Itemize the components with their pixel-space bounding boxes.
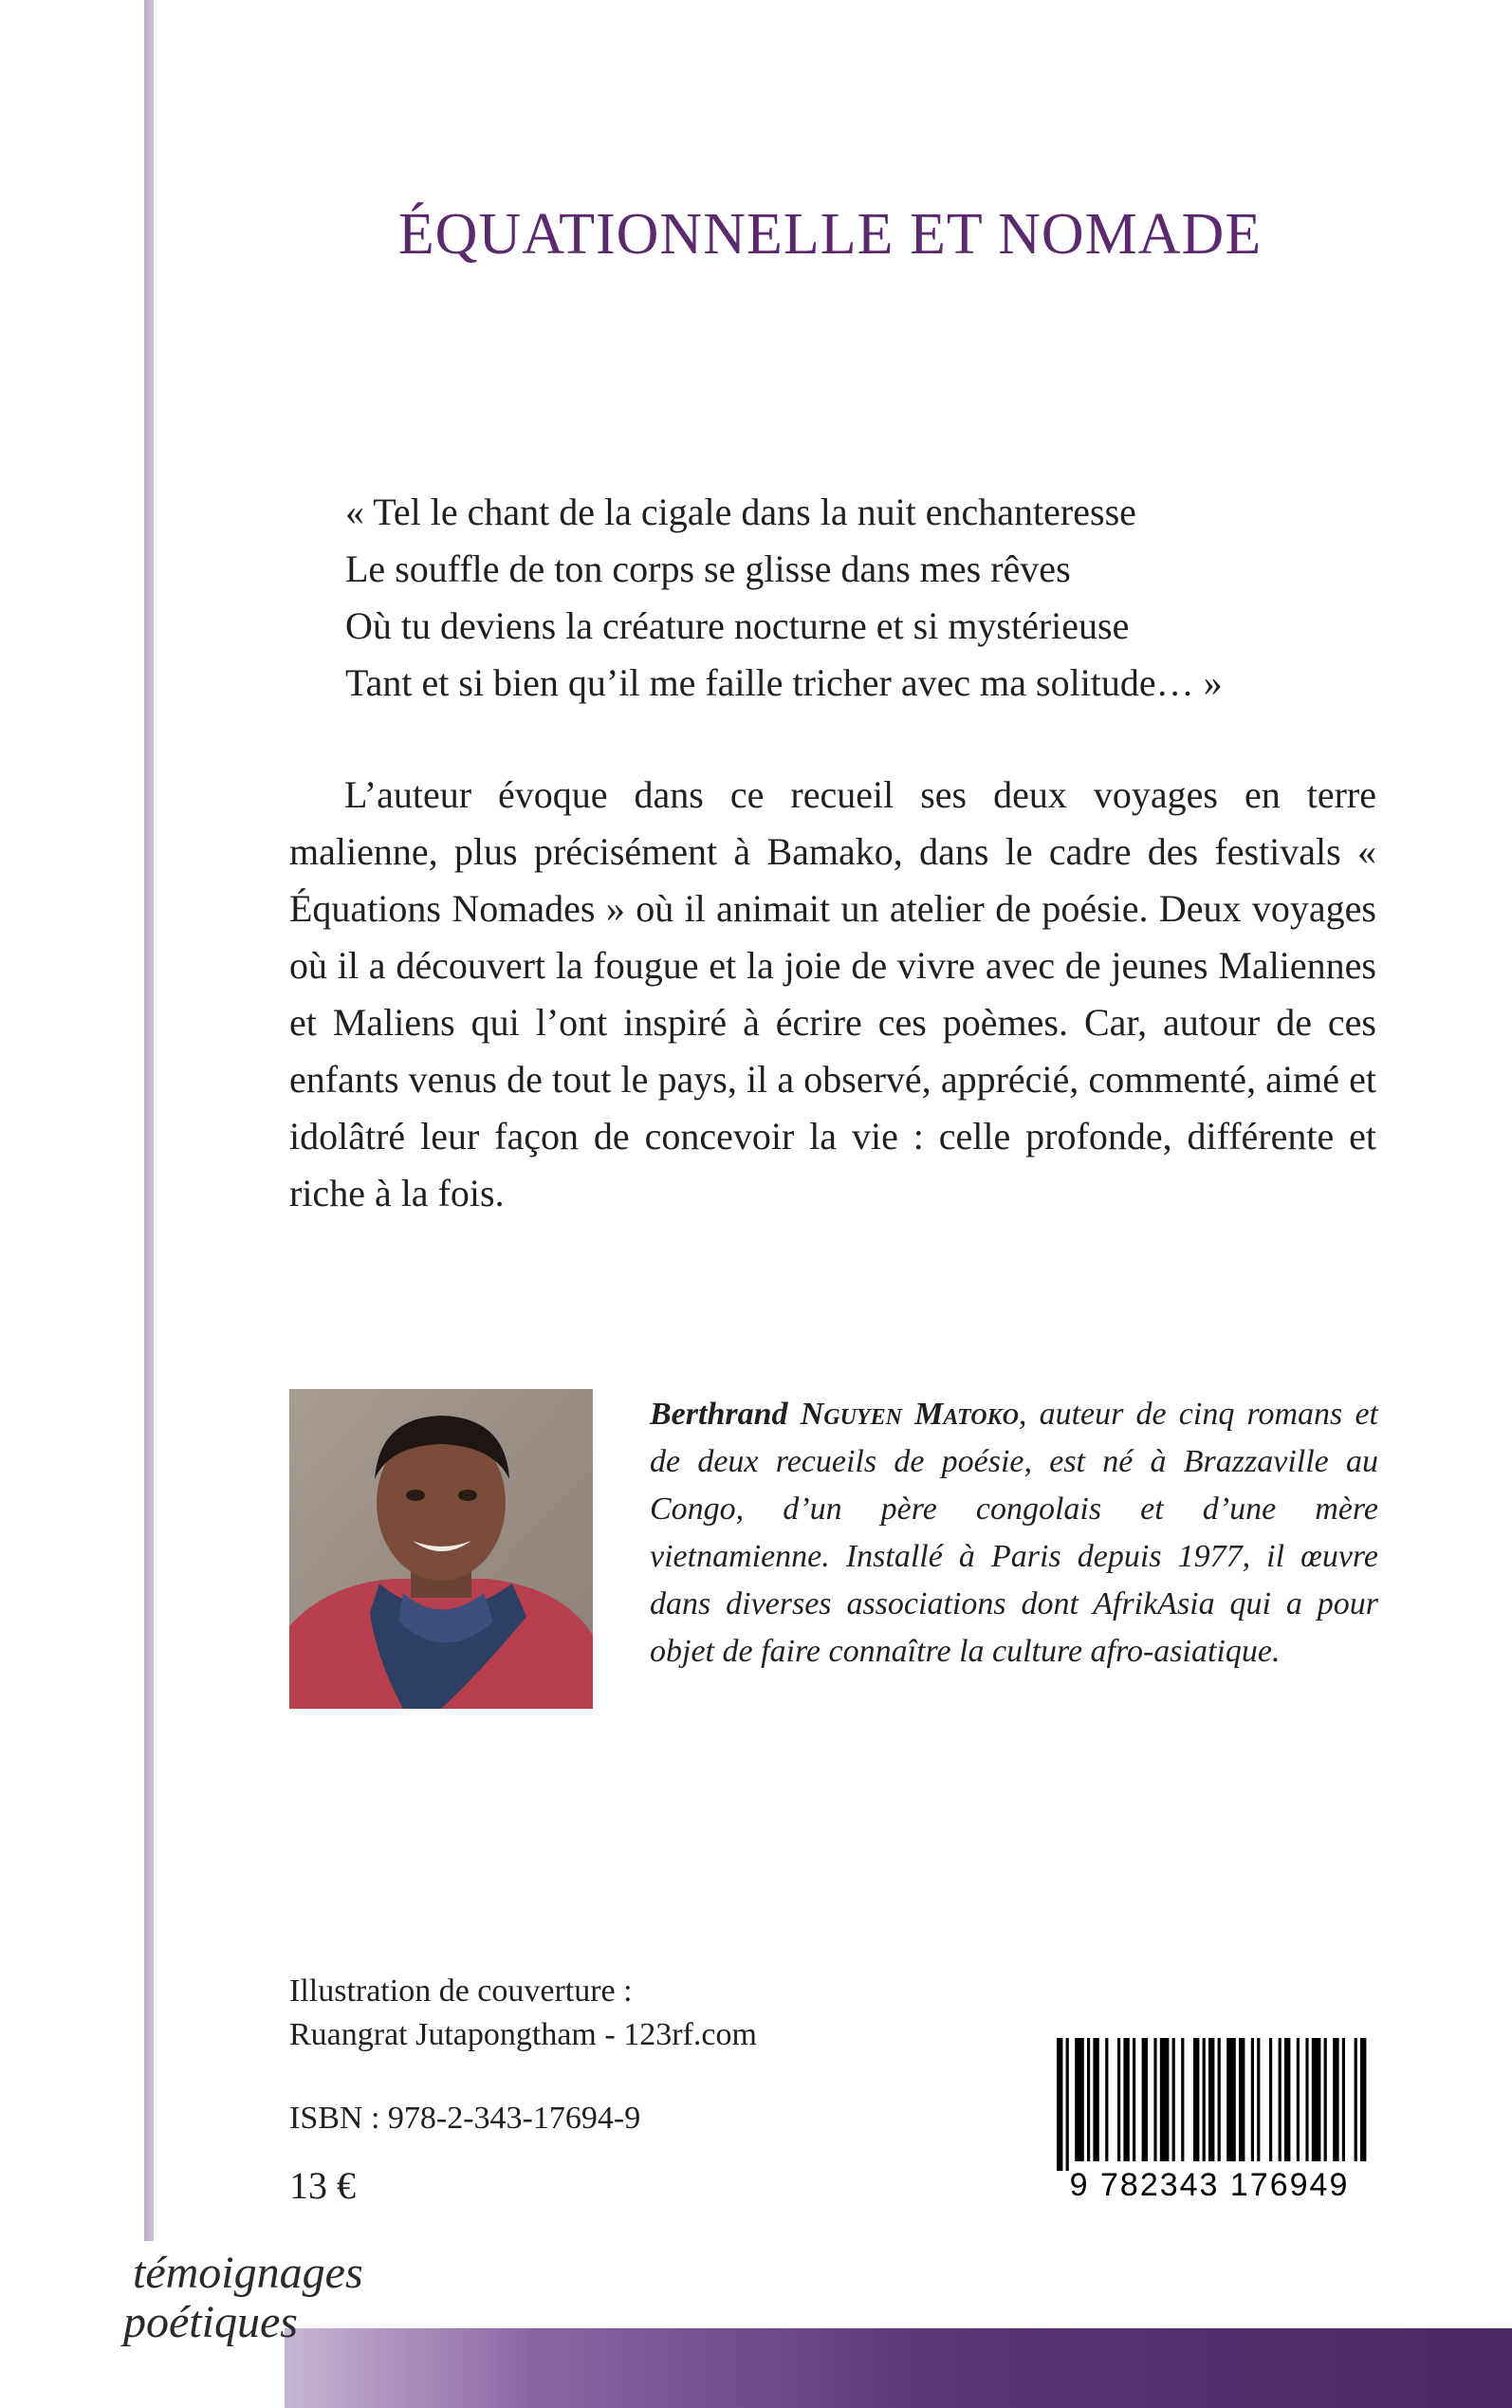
barcode-bar [1269,2038,1272,2161]
barcode-bar [1133,2038,1135,2161]
barcode-bar [1297,2038,1300,2161]
barcode-bar [1239,2038,1245,2161]
barcode-bar [1087,2038,1090,2161]
barcode-bar [1123,2038,1129,2161]
author-photo [289,1389,593,1709]
barcode-bar [1203,2038,1206,2161]
barcode-bar [1172,2038,1175,2161]
side-rule [144,0,154,2241]
poem-excerpt [345,484,1408,712]
barcode-bar [1066,2038,1069,2171]
isbn: ISBN : 978-2-343-17694-9 [289,2101,641,2136]
barcode-bar [1355,2038,1357,2161]
book-blurb: L’auteur évoque dans ce recueil ses deux voyages en terre malienne, plus précisément à Bamako, dans le cadre des festivals « Équations Nomades » où il animait un atelier de poésie. Deux voyages où il a découvert la fougue et la joie de vivre avec de jeunes Maliennes et Maliens qui l’ont inspiré à écrire ces poèmes. Car, autour de ces enfants venus de tout le pays, il a observé, apprécié, commenté, aimé et idolâtré leur façon de concevoir la vie : celle profonde, différente et riche à la fois. [289,773,1376,1214]
book-title: ÉQUATIONNELLE ET NOMADE [397,202,1263,267]
barcode-bar [1218,2038,1221,2161]
barcode-bar [1305,2038,1308,2161]
barcode-bar [1153,2038,1156,2161]
barcode-bar [1057,2038,1062,2171]
barcode-bar [1075,2038,1084,2161]
barcode-bar [1342,2038,1345,2161]
poem-line: Où tu deviens la créature nocturne et si mystérieuse [345,604,1130,647]
barcode-bar [1284,2038,1290,2161]
author-first-name: Berthrand [650,1397,788,1432]
barcode-bar [1160,2038,1170,2161]
barcode-bar [1251,2038,1254,2161]
cover-credits [289,1970,757,2057]
barcode-bar [1279,2038,1282,2161]
barcode-bar [1360,2038,1366,2161]
price: 13 € [289,2164,356,2207]
credits-label: Illustration de couverture : [289,1973,633,2009]
barcode-bar [1105,2038,1108,2161]
barcode-bar [1142,2038,1148,2161]
barcode-bar [1093,2038,1098,2161]
collection-line-1: témoignages [133,2248,363,2298]
barcode-bar [1117,2038,1120,2161]
barcode-bar [1181,2038,1184,2161]
bottom-band [285,2328,1512,2408]
poem-line: Tant et si bien qu’il me faille tricher avec ma solitude… » [345,661,1223,704]
author-bio-text: , auteur de cinq romans et de deux recueils de poésie, est né à Brazzaville au Congo, d’un père congolais et d’une mère vietnamienne. Installé à Paris depuis 1977, il œuvre dans diverses associations dont AfrikAsia qui a pour objet de faire connaître la culture afro-asiatique. [650,1397,1378,1669]
collection-name [123,2248,363,2347]
barcode-bar [1333,2038,1338,2161]
barcode-digits: 9 782343 176949 [1069,2167,1350,2203]
collection-line-2: poétiques [123,2297,298,2347]
credits-value: Ruangrat Jutapongtham - 123rf.com [289,2017,757,2052]
barcode-bar [1193,2038,1199,2161]
author-bio [650,1391,1378,1676]
barcode-bar [1208,2038,1214,2161]
barcode-bar [1257,2038,1260,2161]
author-last-name: Nguyen Matoko [800,1397,1019,1432]
barcode-bar [1312,2038,1321,2161]
poem-line: Le souffle de ton corps se glisse dans mes rêves [345,547,1071,590]
barcode-bar [1324,2038,1327,2161]
poem-line: « Tel le chant de la cigale dans la nuit enchanteresse [345,491,1136,533]
barcode-bar [1226,2038,1236,2161]
